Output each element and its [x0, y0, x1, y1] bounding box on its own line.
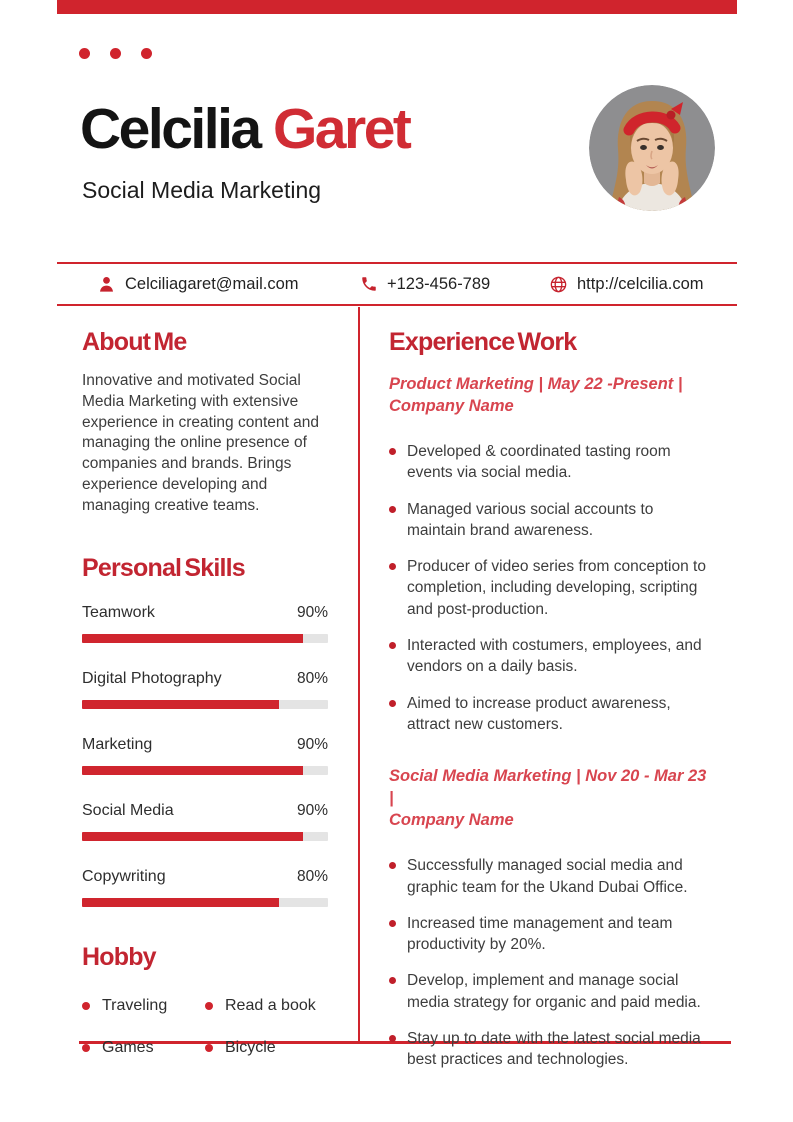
- skill-bar-track: [82, 766, 328, 775]
- job-entry: [389, 373, 715, 735]
- skills-title: Personal Skills: [82, 553, 245, 582]
- skill-row: [82, 802, 328, 841]
- bullet-icon: [389, 642, 396, 649]
- job-subtitle-line2: Company Name: [389, 397, 514, 415]
- skill-row: [82, 736, 328, 775]
- person-name: [80, 96, 409, 162]
- skill-percent: 90%: [296, 603, 328, 621]
- job-entry: [389, 765, 715, 1070]
- job-bullet: [389, 693, 715, 736]
- bullet-icon: [389, 448, 396, 455]
- skill-bar-track: [82, 898, 328, 907]
- hobby-label: Read a book: [225, 996, 316, 1014]
- skill-bar-fill: [82, 634, 303, 643]
- job-bullet: [389, 855, 715, 898]
- bullet-icon: [389, 920, 396, 927]
- skill-label: Digital Photography: [82, 669, 222, 687]
- job-bullet: [389, 913, 715, 956]
- about-title: About Me: [82, 328, 187, 356]
- job-subtitle-line1: Product Marketing | May 22 -Present |: [389, 375, 683, 393]
- profile-photo: [589, 85, 715, 211]
- bullet-icon: [389, 506, 396, 513]
- job-bullet: [389, 970, 715, 1013]
- column-divider: [358, 307, 360, 1043]
- job-subtitle: [389, 373, 715, 417]
- email-text: Celciliagaret@mail.com: [125, 274, 299, 293]
- bullet-text: Stay up to date with the latest social media best practices and technologies.: [407, 1030, 701, 1069]
- job-bullet-list: [389, 441, 715, 735]
- profile-photo-illustration: [589, 85, 715, 211]
- skill-label: Social Media: [82, 801, 174, 819]
- skill-label: Marketing: [82, 735, 153, 753]
- last-name: Garet: [272, 97, 410, 161]
- skills-section: [82, 554, 328, 907]
- bullet-icon: [205, 1044, 213, 1052]
- decorative-dots: [79, 48, 152, 59]
- skill-bar-fill: [82, 700, 279, 709]
- hobby-label: Traveling: [102, 996, 168, 1014]
- skill-bar-fill: [82, 832, 303, 841]
- hobby-item: [82, 997, 205, 1015]
- phone-icon: [360, 275, 378, 293]
- hobby-label: Bicycle: [225, 1038, 276, 1056]
- job-bullet-list: [389, 855, 715, 1070]
- hobby-title: Hobby: [82, 942, 156, 971]
- contact-email: [97, 264, 299, 304]
- bullet-icon: [389, 977, 396, 984]
- job-bullet: [389, 1028, 715, 1071]
- bullet-icon: [389, 700, 396, 707]
- contact-phone: [360, 264, 490, 304]
- job-bullet: [389, 635, 715, 678]
- skill-bar-fill: [82, 898, 279, 907]
- skill-bar-track: [82, 700, 328, 709]
- hobby-item: [205, 1039, 328, 1057]
- skill-bar-track: [82, 634, 328, 643]
- dot-icon: [79, 48, 90, 59]
- bullet-text: Increased time management and team productivity by 20%.: [407, 914, 673, 954]
- hobby-label: Games: [102, 1038, 154, 1056]
- bullet-text: Interacted with costumers, employees, and vendors on a daily basis.: [407, 637, 702, 676]
- header-subtitle: Social Media Marketing: [82, 177, 322, 203]
- skill-percent: 90%: [296, 801, 328, 819]
- bullet-text: Producer of video series from conception to completion, including developing, scripting and post-production.: [407, 558, 706, 618]
- contact-bar: [57, 262, 737, 306]
- job-subtitle-line2: Company Name: [389, 811, 514, 830]
- hobby-item: [205, 997, 328, 1015]
- phone-text: +123-456-789: [387, 274, 491, 293]
- left-column: [82, 328, 328, 1057]
- globe-icon: [549, 275, 568, 294]
- bullet-icon: [389, 1035, 396, 1042]
- dot-icon: [110, 48, 121, 59]
- website-text: http://celcilia.com: [577, 274, 704, 293]
- skill-row: [82, 670, 328, 709]
- skill-bar-track: [82, 832, 328, 841]
- experience-title: Experience Work: [389, 328, 577, 356]
- job-bullet: [389, 556, 715, 620]
- skill-percent: 90%: [296, 735, 328, 753]
- person-icon: [97, 275, 116, 294]
- skill-label: Teamwork: [82, 603, 155, 621]
- contact-website: [549, 264, 704, 304]
- right-column: [389, 328, 715, 1086]
- bullet-icon: [82, 1002, 90, 1010]
- job-subtitle-line1: Social Media Marketing | Nov 20 - Mar 23 |: [389, 767, 707, 808]
- bullet-text: Develop, implement and manage social media strategy for organic and paid media.: [407, 972, 701, 1011]
- job-bullet: [389, 499, 715, 542]
- bullet-text: Successfully managed social media and graphic team for the Ukand Dubai Office.: [407, 857, 688, 896]
- bullet-icon: [389, 563, 396, 570]
- skill-row: [82, 604, 328, 643]
- first-name: Celcilia: [80, 97, 260, 161]
- hobby-list: [82, 997, 328, 1057]
- skill-bar-fill: [82, 766, 303, 775]
- dot-icon: [141, 48, 152, 59]
- skill-percent: 80%: [296, 867, 328, 885]
- bullet-icon: [205, 1002, 213, 1010]
- hobby-item: [82, 1039, 205, 1057]
- hobby-section: [82, 943, 328, 1057]
- skill-label: Copywriting: [82, 867, 166, 885]
- bullet-text: Aimed to increase product awareness, attract new customers.: [407, 694, 671, 733]
- skill-row: [82, 868, 328, 907]
- job-subtitle: [389, 765, 715, 831]
- top-accent-bar: [57, 0, 737, 14]
- bullet-text: Managed various social accounts to maintain brand awareness.: [407, 500, 654, 539]
- about-text: Innovative and motivated Social Media Marketing with extensive experience in creating content and managing the online presence of companies and brands. Brings experience developing and managing creative teams.: [82, 372, 319, 514]
- bullet-text: Developed & coordinated tasting room events via social media.: [407, 443, 671, 482]
- bullet-icon: [389, 862, 396, 869]
- skill-percent: 80%: [296, 669, 328, 687]
- bullet-icon: [82, 1044, 90, 1052]
- job-bullet: [389, 441, 715, 484]
